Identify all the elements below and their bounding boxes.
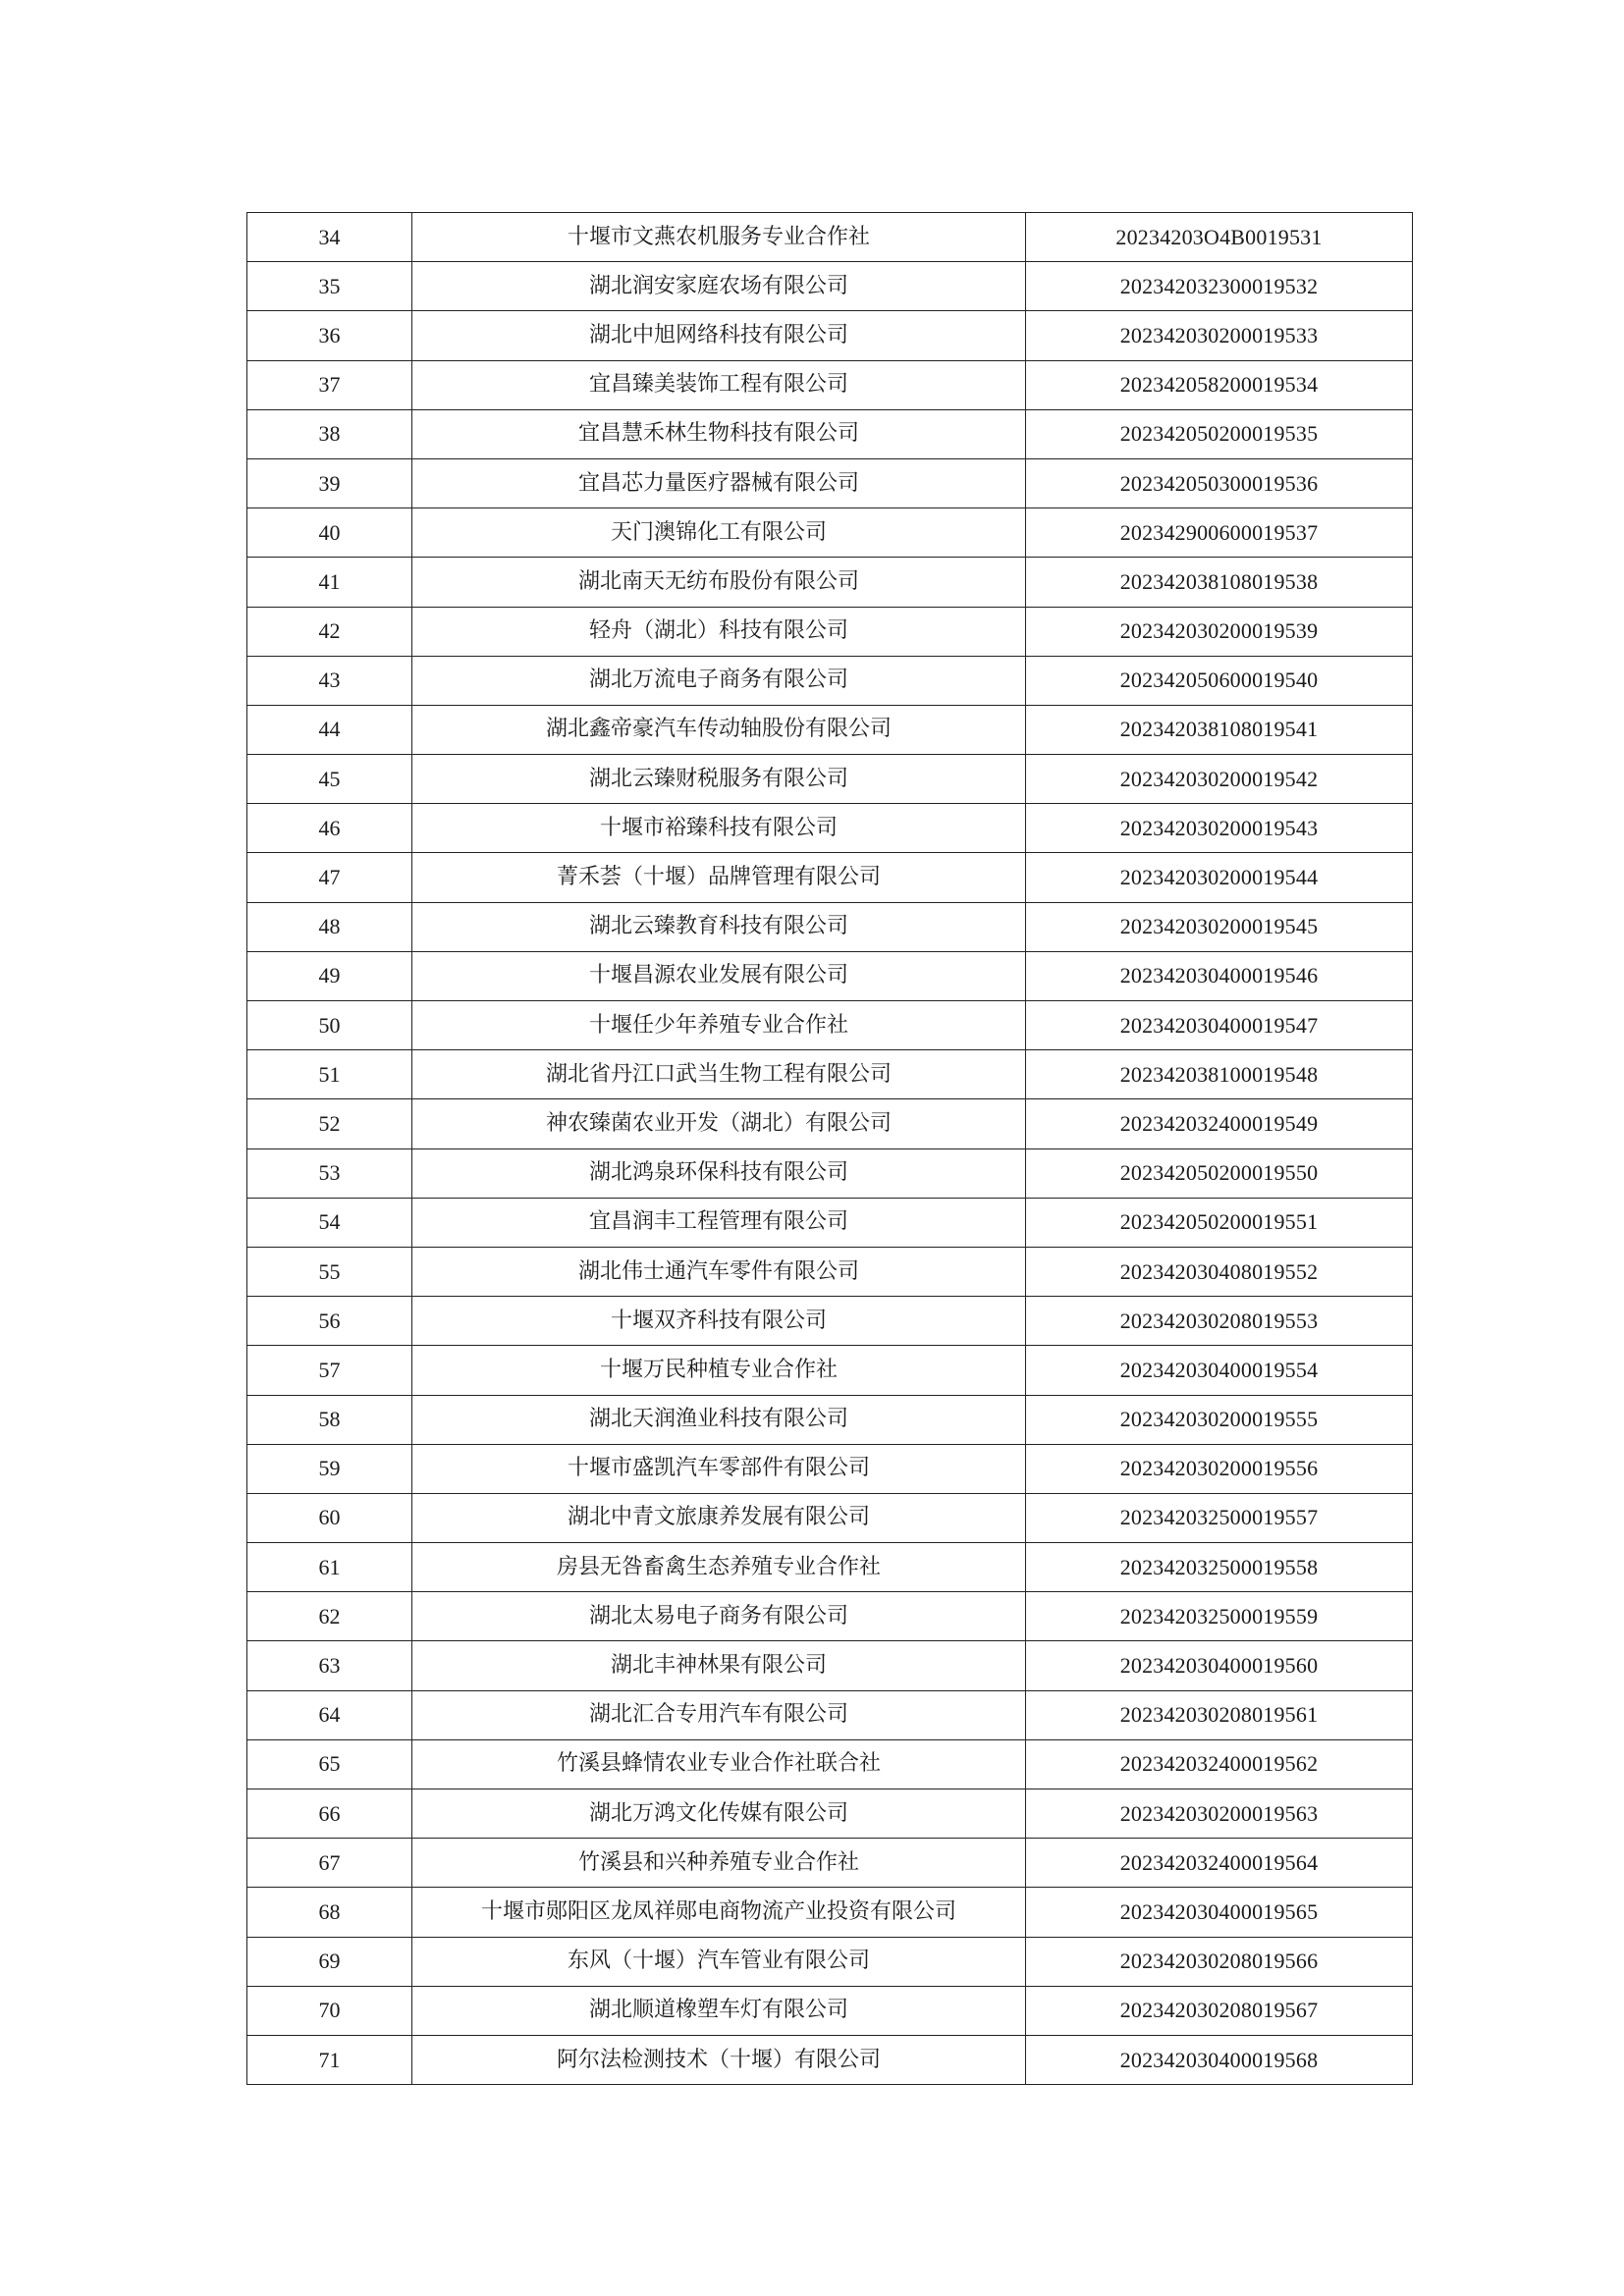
company-name-cell: 竹溪县和兴种养殖专业合作社 <box>412 1839 1026 1888</box>
row-number-cell: 58 <box>247 1395 412 1444</box>
registration-code-cell: 202342050200019551 <box>1026 1198 1413 1247</box>
table-row <box>247 1986 1413 2035</box>
table-row <box>247 1346 1413 1395</box>
row-number-cell: 70 <box>247 1986 412 2035</box>
row-number-cell: 55 <box>247 1247 412 1296</box>
company-name-cell: 湖北鑫帝豪汽车传动轴股份有限公司 <box>412 705 1026 754</box>
table-row <box>247 607 1413 656</box>
table-row <box>247 1592 1413 1641</box>
table-row <box>247 558 1413 607</box>
registration-code-cell: 202342030200019539 <box>1026 607 1413 656</box>
registration-code-cell: 202342030200019543 <box>1026 804 1413 853</box>
registration-code-cell: 202342030200019556 <box>1026 1444 1413 1493</box>
registration-code-cell: 20234203O4B0019531 <box>1026 213 1413 262</box>
table-row <box>247 213 1413 262</box>
table-row <box>247 1888 1413 1937</box>
row-number-cell: 67 <box>247 1839 412 1888</box>
row-number-cell: 49 <box>247 951 412 1000</box>
table-row <box>247 656 1413 705</box>
registration-code-cell: 202342030400019546 <box>1026 951 1413 1000</box>
row-number-cell: 63 <box>247 1641 412 1690</box>
company-name-cell: 宜昌芯力量医疗器械有限公司 <box>412 458 1026 507</box>
company-name-cell: 湖北润安家庭农场有限公司 <box>412 262 1026 311</box>
table-row <box>247 853 1413 902</box>
registration-code-cell: 202342030208019553 <box>1026 1297 1413 1346</box>
row-number-cell: 35 <box>247 262 412 311</box>
registration-code-cell: 202342030400019560 <box>1026 1641 1413 1690</box>
row-number-cell: 47 <box>247 853 412 902</box>
registration-code-cell: 202342030400019568 <box>1026 2035 1413 2084</box>
registration-code-cell: 202342030200019563 <box>1026 1789 1413 1839</box>
row-number-cell: 68 <box>247 1888 412 1937</box>
table-row <box>247 1493 1413 1542</box>
company-name-cell: 十堰万民种植专业合作社 <box>412 1346 1026 1395</box>
registration-code-cell: 202342030400019554 <box>1026 1346 1413 1395</box>
company-name-cell: 湖北鸿泉环保科技有限公司 <box>412 1148 1026 1198</box>
row-number-cell: 71 <box>247 2035 412 2084</box>
row-number-cell: 44 <box>247 705 412 754</box>
company-name-cell: 天门澳锦化工有限公司 <box>412 508 1026 558</box>
company-name-cell: 湖北丰神林果有限公司 <box>412 1641 1026 1690</box>
table-row <box>247 1050 1413 1099</box>
registration-code-cell: 202342032500019559 <box>1026 1592 1413 1641</box>
company-name-cell: 湖北中青文旅康养发展有限公司 <box>412 1493 1026 1542</box>
company-name-cell: 东风（十堰）汽车管业有限公司 <box>412 1937 1026 1986</box>
row-number-cell: 59 <box>247 1444 412 1493</box>
table-row <box>247 409 1413 458</box>
table-row <box>247 1148 1413 1198</box>
row-number-cell: 37 <box>247 360 412 409</box>
table-row <box>247 1247 1413 1296</box>
company-name-cell: 宜昌润丰工程管理有限公司 <box>412 1198 1026 1247</box>
company-name-cell: 湖北云臻教育科技有限公司 <box>412 902 1026 951</box>
row-number-cell: 52 <box>247 1099 412 1148</box>
registration-code-cell: 202342030208019566 <box>1026 1937 1413 1986</box>
row-number-cell: 61 <box>247 1543 412 1592</box>
table-row <box>247 458 1413 507</box>
registration-code-cell: 202342030208019567 <box>1026 1986 1413 2035</box>
registration-code-cell: 202342032300019532 <box>1026 262 1413 311</box>
registration-code-cell: 202342032400019549 <box>1026 1099 1413 1148</box>
table-row <box>247 1937 1413 1986</box>
row-number-cell: 50 <box>247 1001 412 1050</box>
table-row <box>247 1839 1413 1888</box>
row-number-cell: 43 <box>247 656 412 705</box>
registration-code-cell: 202342030408019552 <box>1026 1247 1413 1296</box>
table-row <box>247 1444 1413 1493</box>
company-name-cell: 十堰市裕臻科技有限公司 <box>412 804 1026 853</box>
registration-code-cell: 202342030200019545 <box>1026 902 1413 951</box>
registration-code-cell: 202342030400019547 <box>1026 1001 1413 1050</box>
table-row <box>247 1739 1413 1789</box>
registration-code-cell: 202342038108019541 <box>1026 705 1413 754</box>
registration-code-cell: 202342032400019564 <box>1026 1839 1413 1888</box>
row-number-cell: 45 <box>247 755 412 804</box>
company-name-cell: 菁禾荟（十堰）品牌管理有限公司 <box>412 853 1026 902</box>
registration-code-cell: 202342032500019557 <box>1026 1493 1413 1542</box>
row-number-cell: 38 <box>247 409 412 458</box>
table-row <box>247 951 1413 1000</box>
company-name-cell: 湖北万流电子商务有限公司 <box>412 656 1026 705</box>
table-row <box>247 262 1413 311</box>
row-number-cell: 56 <box>247 1297 412 1346</box>
table-row <box>247 2035 1413 2084</box>
company-name-cell: 十堰任少年养殖专业合作社 <box>412 1001 1026 1050</box>
row-number-cell: 64 <box>247 1690 412 1739</box>
registry-table-body <box>247 213 1413 2085</box>
table-row <box>247 1198 1413 1247</box>
company-name-cell: 十堰昌源农业发展有限公司 <box>412 951 1026 1000</box>
company-name-cell: 十堰市郧阳区龙凤祥郧电商物流产业投资有限公司 <box>412 1888 1026 1937</box>
registration-code-cell: 202342058200019534 <box>1026 360 1413 409</box>
registration-code-cell: 202342032400019562 <box>1026 1739 1413 1789</box>
table-row <box>247 1395 1413 1444</box>
table-row <box>247 1001 1413 1050</box>
row-number-cell: 57 <box>247 1346 412 1395</box>
row-number-cell: 40 <box>247 508 412 558</box>
table-row <box>247 508 1413 558</box>
registration-code-cell: 202342032500019558 <box>1026 1543 1413 1592</box>
registration-code-cell: 202342030200019555 <box>1026 1395 1413 1444</box>
registration-code-cell: 202342030200019533 <box>1026 311 1413 360</box>
registration-code-cell: 202342050600019540 <box>1026 656 1413 705</box>
company-name-cell: 房县无咎畜禽生态养殖专业合作社 <box>412 1543 1026 1592</box>
registration-code-cell: 202342900600019537 <box>1026 508 1413 558</box>
company-name-cell: 竹溪县蜂情农业专业合作社联合社 <box>412 1739 1026 1789</box>
row-number-cell: 60 <box>247 1493 412 1542</box>
company-name-cell: 阿尔法检测技术（十堰）有限公司 <box>412 2035 1026 2084</box>
company-name-cell: 湖北汇合专用汽车有限公司 <box>412 1690 1026 1739</box>
company-name-cell: 十堰市文燕农机服务专业合作社 <box>412 213 1026 262</box>
row-number-cell: 69 <box>247 1937 412 1986</box>
row-number-cell: 42 <box>247 607 412 656</box>
company-name-cell: 十堰双齐科技有限公司 <box>412 1297 1026 1346</box>
company-name-cell: 湖北太易电子商务有限公司 <box>412 1592 1026 1641</box>
registration-code-cell: 202342050200019535 <box>1026 409 1413 458</box>
registration-code-cell: 202342030208019561 <box>1026 1690 1413 1739</box>
table-row <box>247 1690 1413 1739</box>
row-number-cell: 46 <box>247 804 412 853</box>
company-name-cell: 湖北天润渔业科技有限公司 <box>412 1395 1026 1444</box>
row-number-cell: 41 <box>247 558 412 607</box>
registration-code-cell: 202342038108019538 <box>1026 558 1413 607</box>
table-row <box>247 902 1413 951</box>
table-row <box>247 1543 1413 1592</box>
row-number-cell: 53 <box>247 1148 412 1198</box>
table-row <box>247 360 1413 409</box>
company-name-cell: 宜昌臻美装饰工程有限公司 <box>412 360 1026 409</box>
company-name-cell: 十堰市盛凯汽车零部件有限公司 <box>412 1444 1026 1493</box>
table-row <box>247 1789 1413 1839</box>
company-name-cell: 湖北伟士通汽车零件有限公司 <box>412 1247 1026 1296</box>
table-row <box>247 1297 1413 1346</box>
table-row <box>247 311 1413 360</box>
row-number-cell: 36 <box>247 311 412 360</box>
company-name-cell: 湖北顺道橡塑车灯有限公司 <box>412 1986 1026 2035</box>
registry-table-container <box>246 212 1412 2085</box>
row-number-cell: 39 <box>247 458 412 507</box>
company-name-cell: 神农臻菌农业开发（湖北）有限公司 <box>412 1099 1026 1148</box>
table-row <box>247 705 1413 754</box>
registration-code-cell: 202342030200019544 <box>1026 853 1413 902</box>
row-number-cell: 62 <box>247 1592 412 1641</box>
company-name-cell: 湖北万鸿文化传媒有限公司 <box>412 1789 1026 1839</box>
company-name-cell: 湖北中旭网络科技有限公司 <box>412 311 1026 360</box>
table-row <box>247 755 1413 804</box>
row-number-cell: 65 <box>247 1739 412 1789</box>
table-row <box>247 1641 1413 1690</box>
row-number-cell: 34 <box>247 213 412 262</box>
registration-code-cell: 202342050300019536 <box>1026 458 1413 507</box>
registration-code-cell: 202342038100019548 <box>1026 1050 1413 1099</box>
table-row <box>247 804 1413 853</box>
company-name-cell: 湖北云臻财税服务有限公司 <box>412 755 1026 804</box>
registration-code-cell: 202342030200019542 <box>1026 755 1413 804</box>
company-name-cell: 轻舟（湖北）科技有限公司 <box>412 607 1026 656</box>
company-name-cell: 宜昌慧禾林生物科技有限公司 <box>412 409 1026 458</box>
registry-table <box>246 212 1413 2085</box>
row-number-cell: 48 <box>247 902 412 951</box>
registration-code-cell: 202342030400019565 <box>1026 1888 1413 1937</box>
registration-code-cell: 202342050200019550 <box>1026 1148 1413 1198</box>
company-name-cell: 湖北省丹江口武当生物工程有限公司 <box>412 1050 1026 1099</box>
row-number-cell: 66 <box>247 1789 412 1839</box>
table-row <box>247 1099 1413 1148</box>
company-name-cell: 湖北南天无纺布股份有限公司 <box>412 558 1026 607</box>
row-number-cell: 54 <box>247 1198 412 1247</box>
row-number-cell: 51 <box>247 1050 412 1099</box>
